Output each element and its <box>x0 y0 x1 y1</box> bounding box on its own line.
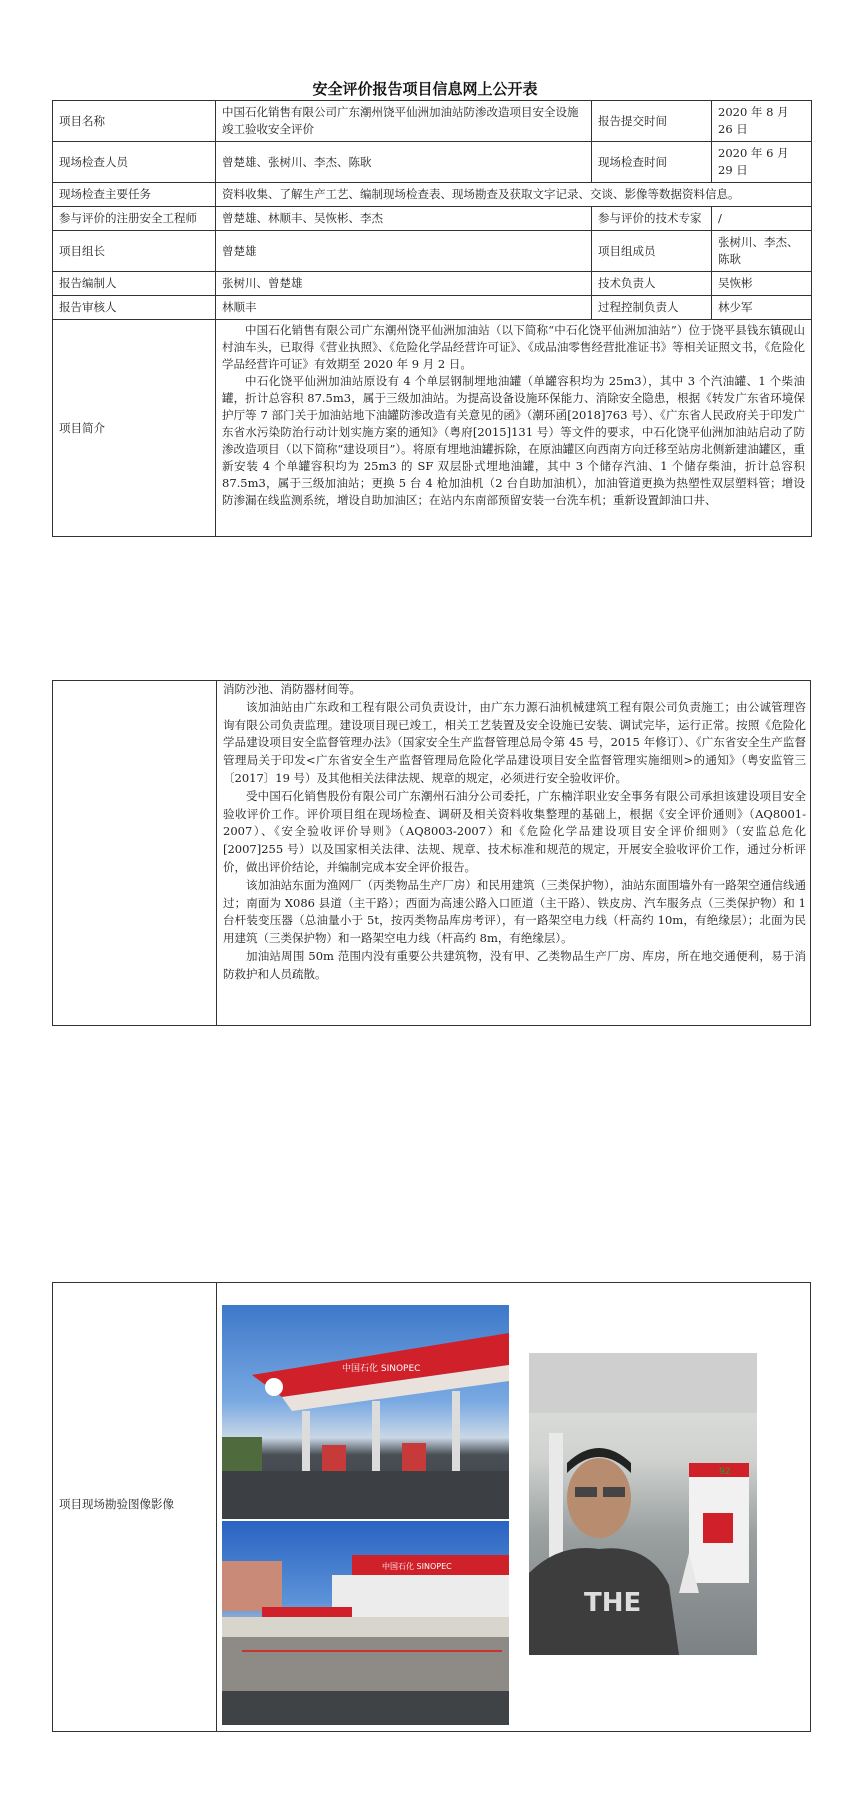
continued-paragraph: 受中国石化销售股份有限公司广东潮州石油分公司委托，广东楠洋职业安全事务有限公司承担该建设项目安全验收评价工作。评价项目组在现场检查、调研及相关资料收集整理的基础上，根据《安全评价通则》（AQ8001-2007）、《安全验收评价导则》（AQ8003-2007）和《危险化学品建设项目安全评价细则》（安监总危化[2007]255 号）以及国家相关法律、法规、规章、技术标准和规范的规定，开展安全验收评价工作，通过分析评价，做出评价结论，并编制完成本安全评价报告。 <box>223 788 806 874</box>
intro-label: 项目简介 <box>53 320 216 537</box>
column-divider <box>216 1283 217 1731</box>
intro-continued-box <box>52 680 811 1026</box>
inspect-time: 2020 年 6 月 29 日 <box>712 142 812 183</box>
project-name-label: 项目名称 <box>53 101 216 142</box>
continued-paragraph: 加油站周围 50m 范围内没有重要公共建筑物，没有甲、乙类物品生产厂房、库房，所在地交通便利，易于消防救护和人员疏散。 <box>223 948 806 981</box>
tech-lead-label: 技术负责人 <box>592 272 712 296</box>
inspectors-label: 现场检查人员 <box>53 142 216 183</box>
photo-label: 项目现场勘验图像影像 <box>59 1497 174 1511</box>
submit-time: 2020 年 8 月 26 日 <box>712 101 812 142</box>
station-building-photo <box>222 1521 509 1725</box>
tasks-label: 现场检查主要任务 <box>53 183 216 207</box>
inspector-selfie-photo <box>529 1353 757 1655</box>
engineers: 曾楚雄、林顺丰、吴恢彬、李杰 <box>216 207 592 231</box>
intro-paragraph: 中石化饶平仙洲加油站原设有 4 个单层钢制埋地油罐（单罐容积均为 25m3），其中 3 个汽油罐、1 个柴油罐，折计总容积 87.5m3，属于三级加油站。为提高设备设施环保能力、消除安全隐患，根据《转发广东省环境保护厅等 7 部门关于加油站地下油罐防渗改造有关意见的函》（潮环函[2018]763 号）、《广东省人民政府关于印发广东省水污染防治行动计划实施方案的通知》（粤府[2015]131 号）等文件的要求，中石化饶平仙洲加油站启动了防渗改造项目（以下简称“建设项目”）。将原有埋地油罐拆除，在原油罐区向西南方向迁移至站房北侧新建油罐区，重新安装 4 个单罐容积均为 25m3 的 SF 双层卧式埋地油罐，其中 3 个储存汽油、1 个储存柴油，折计总容积 87.5m3，属于三级加油站；更换 5 台 4 枪加油机（2 台自助加油机），加油管道更换为热塑性双层塑料管；增设防渗漏在线监测系统，增设自助加油区；在站内东南部预留安装一台洗车机；重新设置卸油口井、 <box>222 374 806 507</box>
inspectors: 曾楚雄、张树川、李杰、陈耿 <box>216 142 592 183</box>
process-lead: 林少军 <box>712 296 812 320</box>
continued-paragraph: 该加油站东面为渔网厂（丙类物品生产厂房）和民用建筑（三类保护物），油站东面围墙外有一路架空通信线通过；南面为 X086 县道（主干路）；西面为高速公路入口匝道（主干路）、铁皮房、汽车服务点（三类保护物）和 1 台杆装变压器（总油量小于 5t，按丙类物品库房考评），有一路架空电力线（杆高约 10m，有绝缘层）；北面为民用建筑（三类保护物）和一路架空电力线（杆高约 8m，有绝缘层）。 <box>223 877 806 946</box>
writers: 张树川、曾楚雄 <box>216 272 592 296</box>
intro-text <box>222 322 805 534</box>
tech-experts-label: 参与评价的技术专家 <box>592 207 712 231</box>
inspect-time-label: 现场检查时间 <box>592 142 712 183</box>
leader: 曾楚雄 <box>216 231 592 272</box>
page-title: 安全评价报告项目信息网上公开表 <box>312 80 538 98</box>
leader-label: 项目组长 <box>53 231 216 272</box>
tasks: 资料收集、了解生产工艺、编制现场检查表、现场勘查及获取文字记录、交谈、影像等数据资料信息。 <box>216 183 812 207</box>
submit-time-label: 报告提交时间 <box>592 101 712 142</box>
members: 张树川、李杰、陈耿 <box>712 231 812 272</box>
shirt-text: THE <box>584 1588 642 1618</box>
column-divider <box>216 681 217 1025</box>
intro-continued-text <box>223 681 806 984</box>
process-lead-label: 过程控制负责人 <box>592 296 712 320</box>
reviewer-label: 报告审核人 <box>53 296 216 320</box>
tech-lead: 吴恢彬 <box>712 272 812 296</box>
reviewer: 林顺丰 <box>216 296 592 320</box>
project-name: 中国石化销售有限公司广东潮州饶平仙洲加油站防渗改造项目安全设施竣工验收安全评价 <box>216 101 592 142</box>
info-table <box>52 100 812 537</box>
continued-paragraph: 消防沙池、消防器材间等。 <box>223 682 361 696</box>
members-label: 项目组成员 <box>592 231 712 272</box>
intro-paragraph: 中国石化销售有限公司广东潮州饶平仙洲加油站（以下简称“中石化饶平仙洲加油站”）位于饶平县钱东镇砚山村油车头，已取得《营业执照》、《危险化学品经营许可证》、《成品油零售经营批准证书》等相关证照文书，《危险化学品经营许可证》有效期至 2020 年 9 月 2 日。 <box>222 323 806 371</box>
continued-paragraph: 该加油站由广东政和工程有限公司负责设计，由广东力源石油机械建筑工程有限公司负责施工；由公诚管理咨询有限公司负责监理。建设项目现已竣工，相关工艺装置及安全设施已安装、调试完毕，运行正常。按照《危险化学品建设项目安全监督管理办法》（国家安全生产监督管理总局令第 45 号，2015 年修订）、《广东省安全生产监督管理局关于印发<广东省安全生产监督管理局危险化学品建设项目安全监督管理实施细则>的通知》（粤安监管三〔2017〕19 号）及其他相关法律法规、规章的规定，必须进行安全验收评价。 <box>223 699 806 785</box>
tech-experts: / <box>712 207 812 231</box>
pump-number: 92 <box>719 1467 731 1477</box>
station-canopy-photo <box>222 1305 509 1519</box>
canopy-sign: 中国石化 SINOPEC <box>342 1364 421 1374</box>
building-sign: 中国石化 SINOPEC <box>382 1562 452 1571</box>
photo-box <box>52 1282 811 1732</box>
engineers-label: 参与评价的注册安全工程师 <box>53 207 216 231</box>
writers-label: 报告编制人 <box>53 272 216 296</box>
